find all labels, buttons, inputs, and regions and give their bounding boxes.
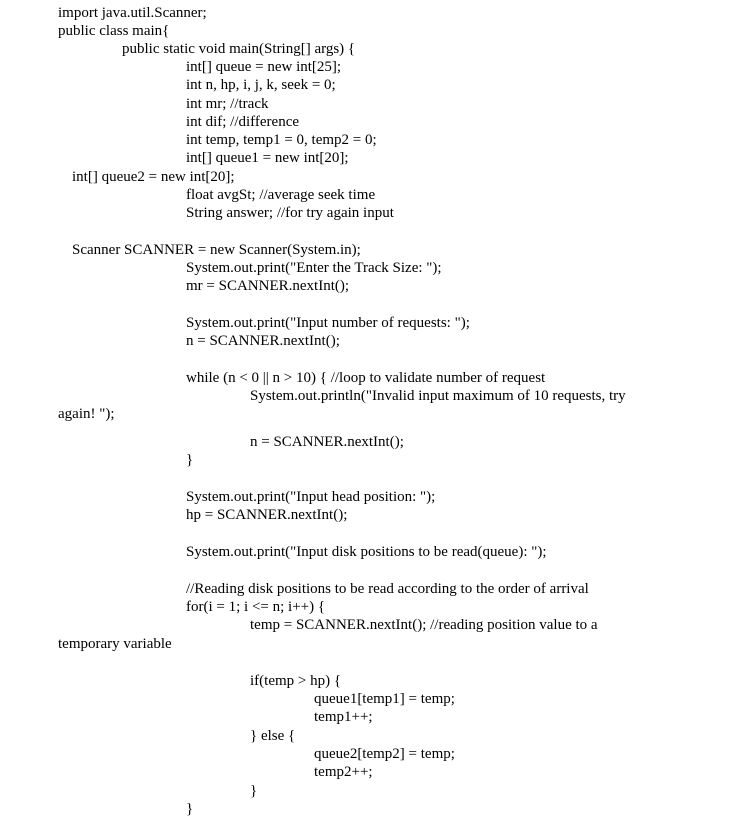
code-line: int[] queue = new int[25]; <box>186 59 342 75</box>
code-line: int[] queue1 = new int[20]; <box>186 150 349 166</box>
code-line: temp1++; <box>314 709 373 725</box>
code-line: public static void main(String[] args) { <box>122 41 356 57</box>
code-line: for(i = 1; i <= n; i++) { <box>186 599 326 615</box>
code-line: } else { <box>250 728 296 744</box>
code-line: int n, hp, i, j, k, seek = 0; <box>186 77 336 93</box>
code-line: int mr; //track <box>186 96 269 112</box>
code-line: int temp, temp1 = 0, temp2 = 0; <box>186 132 377 148</box>
code-line: Scanner SCANNER = new Scanner(System.in); <box>72 242 361 258</box>
code-line: temporary variable <box>58 636 172 652</box>
code-line: System.out.print("Input disk positions to be read(queue): "); <box>186 544 547 560</box>
code-line: again! "); <box>58 406 115 422</box>
code-line: hp = SCANNER.nextInt(); <box>186 507 348 523</box>
code-line: if(temp > hp) { <box>250 673 342 689</box>
code-line: mr = SCANNER.nextInt(); <box>186 278 350 294</box>
code-line: } <box>186 452 194 468</box>
code-line: } <box>186 801 194 817</box>
code-line: System.out.println("Invalid input maximum of 10 requests, try <box>250 388 626 404</box>
code-line: System.out.print("Input head position: "); <box>186 489 436 505</box>
code-line: System.out.print("Input number of requests: "); <box>186 315 470 331</box>
code-line: while (n < 0 || n > 10) { //loop to validate number of request <box>186 370 546 386</box>
code-line: String answer; //for try again input <box>186 205 394 221</box>
code-line: n = SCANNER.nextInt(); <box>186 333 340 349</box>
code-line: //Reading disk positions to be read according to the order of arrival <box>186 581 589 597</box>
code-line: System.out.print("Enter the Track Size: "); <box>186 260 442 276</box>
code-line: n = SCANNER.nextInt(); <box>250 434 404 450</box>
code-line: } <box>250 783 258 799</box>
code-line: temp2++; <box>314 764 373 780</box>
code-line: float avgSt; //average seek time <box>186 187 376 203</box>
code-line: public class main{ <box>58 23 170 39</box>
code-line: import java.util.Scanner; <box>58 5 207 21</box>
code-line: queue2[temp2] = temp; <box>314 746 455 762</box>
code-line: int[] queue2 = new int[20]; <box>72 169 235 185</box>
code-line: temp = SCANNER.nextInt(); //reading position value to a <box>250 617 598 633</box>
code-line: queue1[temp1] = temp; <box>314 691 455 707</box>
code-line: int dif; //difference <box>186 114 300 130</box>
